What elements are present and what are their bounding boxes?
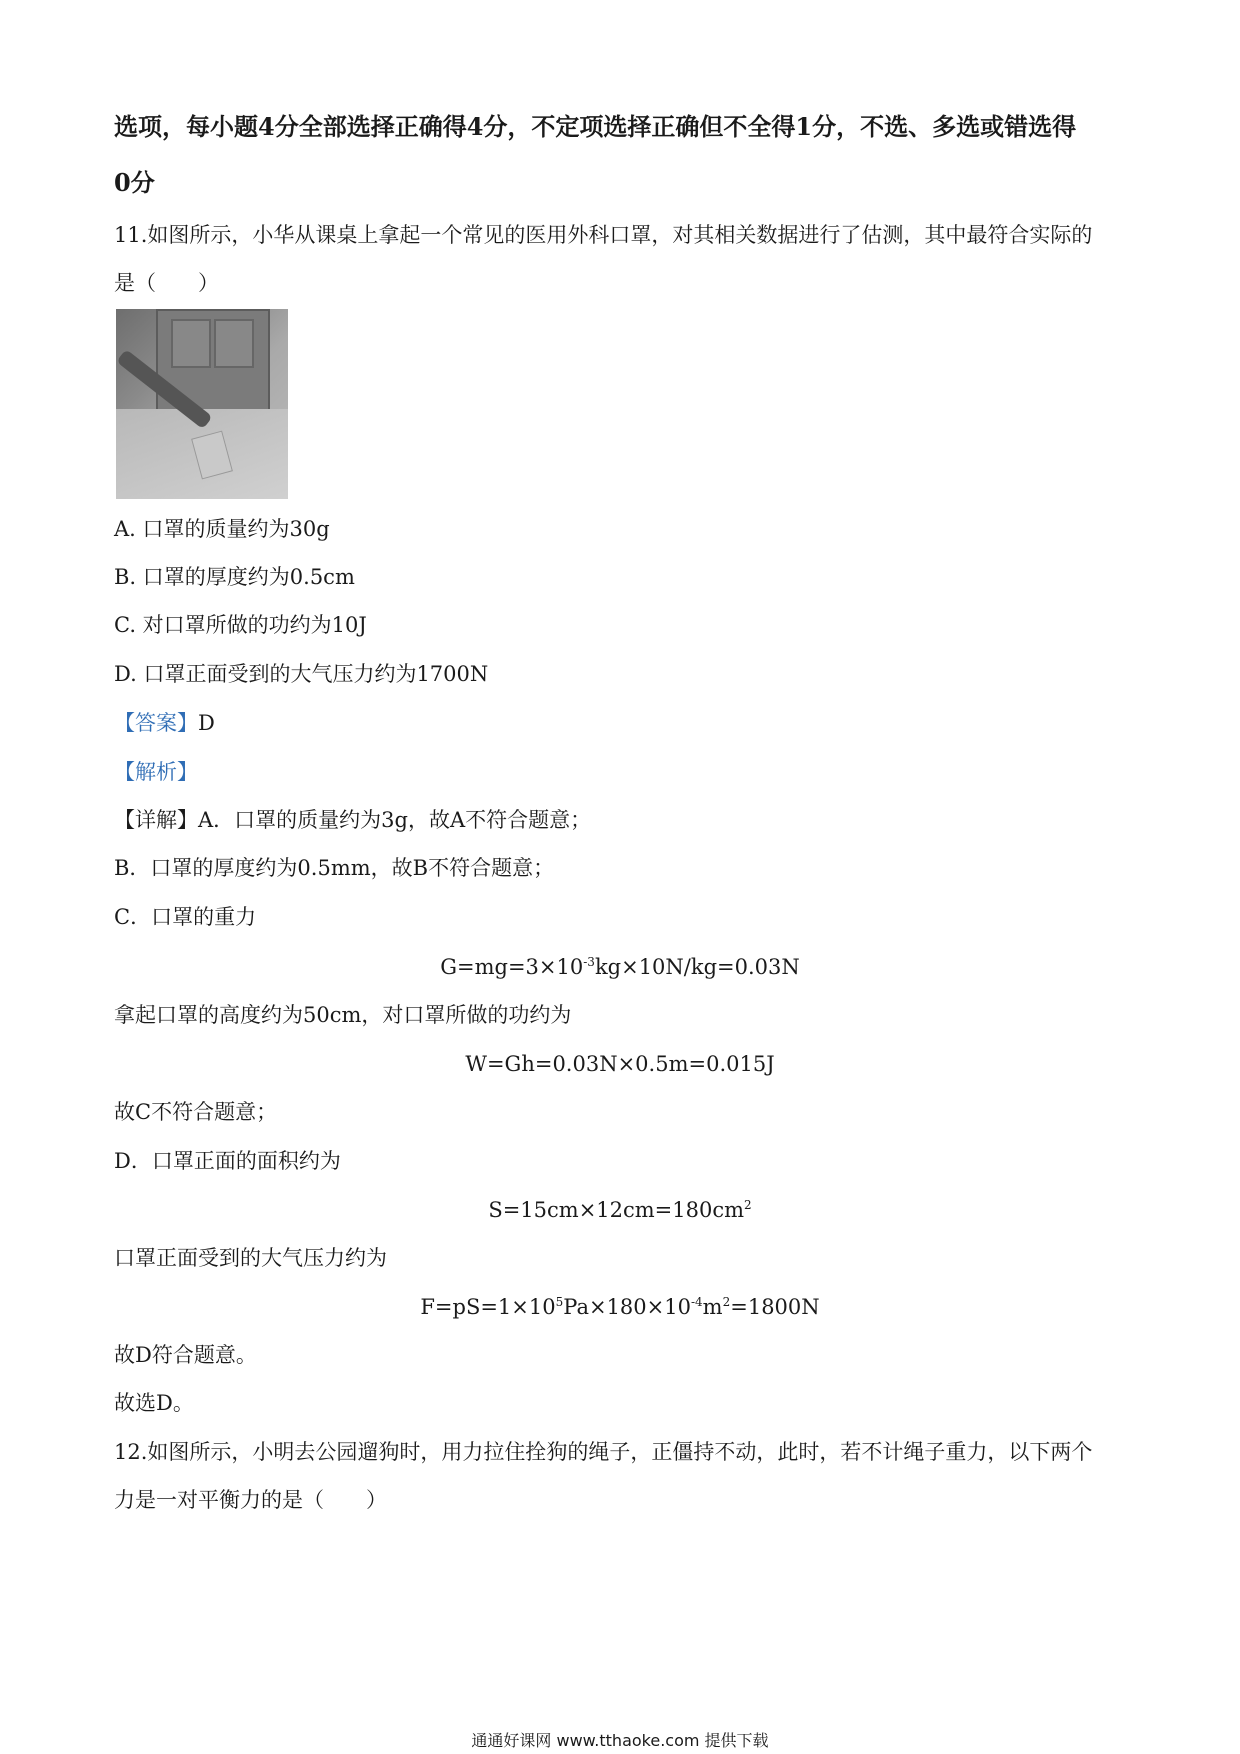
formula-force-b: Pa×180×10 bbox=[563, 1295, 691, 1319]
q11-option-d: D. 口罩正面受到的大气压力约为1700N bbox=[114, 662, 489, 686]
final-answer: 故选D。 bbox=[114, 1391, 194, 1415]
formula-force bbox=[0, 1292, 1240, 1322]
formula-gravity-pre: G=mg=3×10 bbox=[440, 955, 584, 979]
formula-gravity bbox=[0, 952, 1240, 982]
q11-option-a: A. 口罩的质量约为30g bbox=[114, 517, 330, 541]
q12-stem-line2: 力是一对平衡力的是（ ） bbox=[114, 1488, 387, 1512]
page-footer: 通通好课网 www.tthaoke.com 提供下载 bbox=[471, 1731, 769, 1750]
formula-gravity-exp: -3 bbox=[583, 955, 595, 969]
door-panel bbox=[214, 319, 254, 368]
section-instruction-line2: 0分 bbox=[114, 168, 155, 197]
answer-label: 【答案】 bbox=[114, 711, 198, 735]
formula-gravity-post: kg×10N/kg=0.03N bbox=[594, 955, 800, 979]
pressure-text: 口罩正面受到的大气压力约为 bbox=[114, 1246, 387, 1270]
q11-stem-line1: 11.如图所示，小华从课桌上拿起一个常见的医用外科口罩，对其相关数据进行了估测，其中最符合实际的 bbox=[114, 223, 1093, 247]
answer-value: D bbox=[198, 711, 215, 735]
detail-d-line: D．口罩正面的面积约为 bbox=[114, 1149, 341, 1173]
height-text: 拿起口罩的高度约为50cm，对口罩所做的功约为 bbox=[114, 1003, 572, 1027]
formula-area bbox=[0, 1195, 1240, 1225]
analysis-label: 【解析】 bbox=[114, 760, 198, 784]
formula-force-e1: 5 bbox=[555, 1295, 564, 1309]
door-panel bbox=[171, 319, 211, 368]
section-instruction-line1: 选项，每小题4分全部选择正确得4分，不定项选择正确但不全得1分，不选、多选或错选得 bbox=[114, 112, 1077, 141]
c-conclusion: 故C不符合题意； bbox=[114, 1100, 278, 1124]
formula-force-a: F=pS=1×10 bbox=[420, 1295, 556, 1319]
q12-stem-line1: 12.如图所示，小明去公园遛狗时，用力拉住拴狗的绳子，正僵持不动，此时，若不计绳子重力，以下两个 bbox=[114, 1440, 1093, 1464]
detail-b-line: B．口罩的厚度约为0.5mm，故B不符合题意； bbox=[114, 856, 555, 880]
answer-line bbox=[114, 708, 215, 738]
formula-force-c: m bbox=[702, 1295, 723, 1319]
detail-c-line: C．口罩的重力 bbox=[114, 905, 257, 929]
formula-force-e2: -4 bbox=[690, 1295, 703, 1309]
formula-area-exp: 2 bbox=[744, 1198, 752, 1212]
formula-work: W=Gh=0.03N×0.5m=0.015J bbox=[465, 1052, 775, 1076]
q11-option-b: B. 口罩的厚度约为0.5cm bbox=[114, 565, 355, 589]
formula-force-d: =1800N bbox=[730, 1295, 820, 1319]
q11-option-c: C. 对口罩所做的功约为10J bbox=[114, 613, 367, 637]
q11-photo-image bbox=[116, 309, 288, 499]
detail-label: 【详解】 bbox=[114, 808, 198, 832]
formula-force-e3: 2 bbox=[722, 1295, 731, 1309]
formula-area-pre: S=15cm×12cm=180cm bbox=[488, 1198, 745, 1222]
q11-stem-line2: 是（ ） bbox=[114, 271, 219, 295]
detail-a-line bbox=[114, 805, 591, 835]
d-conclusion: 故D符合题意。 bbox=[114, 1343, 257, 1367]
detail-a-text: A．口罩的质量约为3g，故A不符合题意； bbox=[198, 808, 592, 832]
